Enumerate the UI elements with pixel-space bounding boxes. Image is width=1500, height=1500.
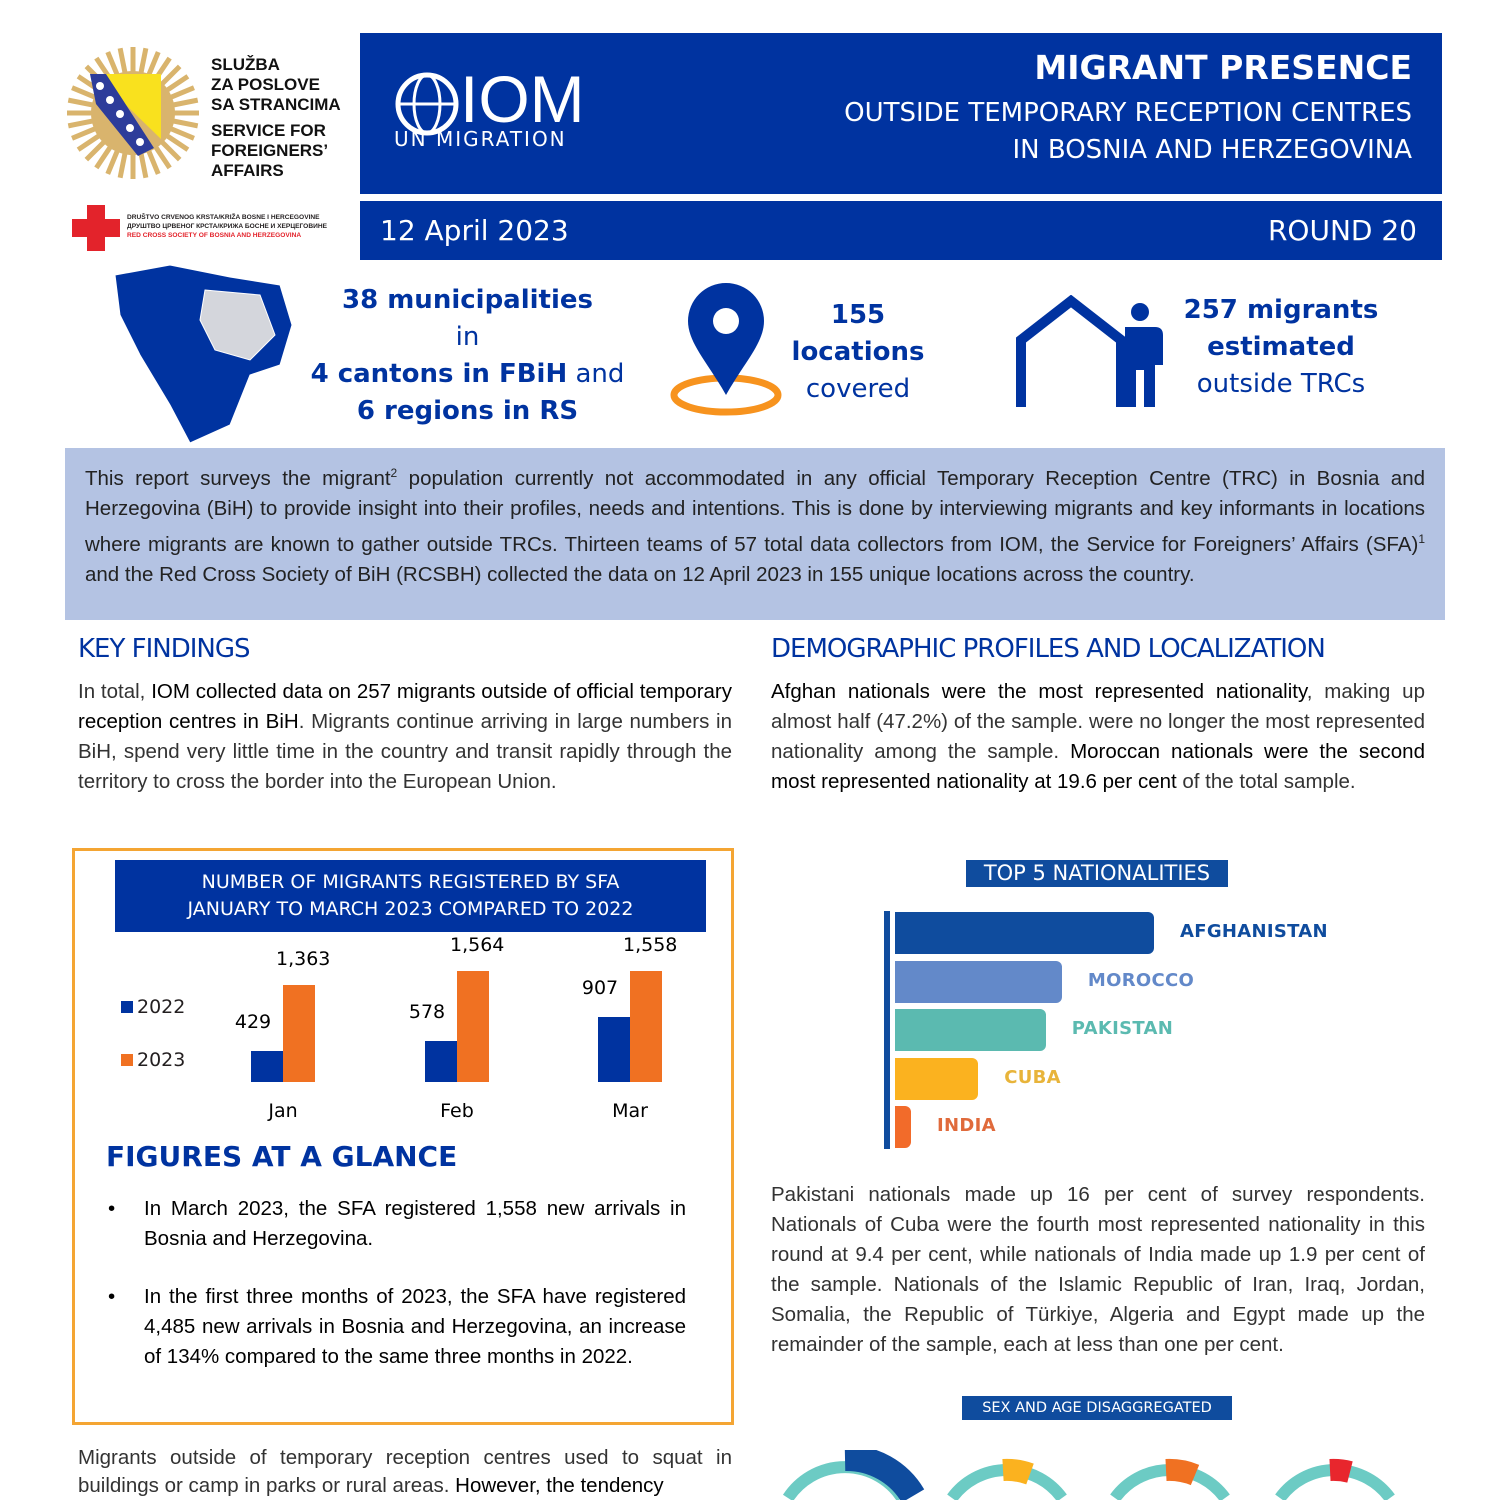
sadd-title: SEX AND AGE DISAGGREGATED DATA <box>962 1396 1232 1420</box>
chart-title: NUMBER OF MIGRANTS REGISTERED BY SFA <box>201 871 620 893</box>
legend-2022 <box>121 996 185 1018</box>
stat-value: 257 migrants <box>1183 295 1379 325</box>
sfa-emblem-icon <box>66 44 201 182</box>
nationality-bar <box>895 1009 1046 1051</box>
text-emphasis: However, the tendency <box>455 1474 664 1497</box>
bar-value-label: 578 <box>408 1000 446 1023</box>
text-part: . Migrants continue arriving in large numbers in BiH, spend very little time in the country and transit rapidly through the territory to cross the border into the European Union. <box>78 710 732 793</box>
sfa-logo <box>66 44 201 182</box>
intro-box <box>65 448 1445 620</box>
sadd-donuts <box>770 1450 1450 1500</box>
sfa-line: SLUŽBA <box>211 55 280 74</box>
bar-2022-Jan <box>251 1051 283 1082</box>
bullet-text: In the first three months of 2023, the SFA have registered 4,485 new arrivals in Bosnia and Herzegovina, an increase of 134% compared to the same three months in 2022. <box>144 1285 686 1368</box>
nationalities-title: TOP 5 NATIONALITIES <box>966 860 1228 887</box>
bar-value-label: 429 <box>234 1011 272 1034</box>
rc-line: RED CROSS SOCIETY OF BOSNIA AND HERZEGOVINA <box>127 232 302 239</box>
footnote-ref[interactable]: 1 <box>1418 531 1425 546</box>
sfa-line: AFFAIRS <box>211 161 284 180</box>
bullet-text: In March 2023, the SFA registered 1,558 new arrivals in Bosnia and Herzegovina. <box>144 1197 686 1250</box>
footnote-ref[interactable]: 2 <box>390 466 398 480</box>
text-emphasis: Afghan nationals were the most represented nationality <box>771 680 1307 703</box>
intro-part: population currently not accommodated in any official Temporary Reception Centre (TRC) in Bosnia and Herzegovina (BiH) to provide insight into their profiles, needs and intentions. This is done by interviewing migrants and key informants in locations where migrants are known to gather outside TRCs. Thirteen teams of 57 total data collectors from IOM, the Service for Foreigners’ Affairs (SFA) <box>85 466 1425 556</box>
legend-label: 2022 <box>137 996 186 1018</box>
bar-2023-Jan <box>283 985 315 1082</box>
nationality-label: PAKISTAN <box>1071 1018 1174 1039</box>
nationality-bar <box>895 961 1062 1003</box>
stat-value: estimated <box>1207 332 1355 362</box>
nationality-bar <box>895 912 1154 954</box>
nationality-label: AFGHANISTAN <box>1180 921 1328 942</box>
legend-swatch <box>121 1054 133 1066</box>
sfa-line: FOREIGNERS’ <box>211 141 329 160</box>
bar-2022-Feb <box>425 1041 457 1082</box>
sfa-logo-text <box>211 55 341 181</box>
bullet-icon: • <box>108 1197 116 1220</box>
bullet-icon: • <box>108 1285 116 1308</box>
stat-migrants <box>1170 292 1392 403</box>
red-cross-icon <box>72 205 120 251</box>
nationality-label: CUBA <box>1004 1066 1061 1088</box>
bar-value-label: 1,558 <box>623 934 678 957</box>
stat-municipalities <box>305 282 630 430</box>
text-part: Migrants outside of temporary reception centres used to squat in buildings or camp in parks or rural areas. <box>78 1446 732 1497</box>
stat-label: and <box>567 359 625 389</box>
sfa-line: SERVICE FOR <box>211 121 326 140</box>
nationality-label: MOROCCO <box>1087 969 1195 991</box>
stat-value: 4 cantons in FBiH <box>310 359 568 389</box>
nationalities-axis <box>884 911 890 1149</box>
text-part: In total, <box>78 680 152 703</box>
report-header <box>360 33 1442 194</box>
text-part: of the total sample. <box>1176 770 1356 793</box>
left-bottom-text <box>78 1444 732 1500</box>
intro-text <box>85 458 1425 590</box>
intro-part: and the Red Cross Society of BiH (RCSBH) collected the data on 12 April 2023 in 155 unique locations across the country. <box>85 562 1195 586</box>
legend-swatch <box>121 1001 133 1013</box>
report-round: ROUND 20 <box>1267 214 1417 247</box>
nationality-bar <box>895 1058 978 1100</box>
donut-chart <box>788 1458 913 1498</box>
donut-chart <box>1280 1470 1390 1498</box>
stat-label: outside TRCs <box>1196 369 1366 399</box>
bar-2023-Feb <box>457 971 489 1082</box>
text-emphasis: IOM collected data on 257 migrants outside of official temporary reception centres in BiH <box>78 680 732 733</box>
key-findings-heading: KEY FINDINGS <box>78 634 250 664</box>
donut-chart <box>1115 1470 1225 1498</box>
bar-2023-Mar <box>630 971 662 1082</box>
category-label: Feb <box>440 1100 474 1122</box>
intro-part: This report surveys the migrant <box>85 466 391 490</box>
category-label: Jan <box>268 1100 298 1122</box>
text-emphasis: Moroccan nationals were the second most represented nationality at 19.6 per cent <box>771 740 1425 793</box>
nationality-label: INDIA <box>937 1115 996 1136</box>
stat-value: 155 <box>830 300 886 330</box>
key-findings-text <box>78 677 732 797</box>
stat-value: locations <box>791 337 925 367</box>
bar-value-label: 907 <box>581 977 619 1000</box>
iom-wordmark: IOM <box>460 62 585 136</box>
stat-locations <box>778 297 938 408</box>
stat-value: 6 regions in RS <box>356 396 579 426</box>
red-cross-text <box>127 213 327 240</box>
figures-heading: FIGURES AT A GLANCE <box>106 1140 458 1173</box>
iom-tagline: UN MIGRATION <box>394 127 567 151</box>
chart-title-box <box>115 860 706 932</box>
report-title: MIGRANT PRESENCE <box>1034 48 1412 87</box>
demographics-heading: DEMOGRAPHIC PROFILES AND LOCALIZATION <box>771 634 1325 664</box>
location-pin-icon <box>668 283 784 419</box>
figure-bullet <box>108 1282 686 1372</box>
figure-bullet <box>108 1194 686 1254</box>
bar-value-label: 1,363 <box>276 948 331 970</box>
bar-value-label: 1,564 <box>450 933 505 956</box>
legend-label: 2023 <box>137 1049 186 1071</box>
sfa-line: SA STRANCIMA <box>211 95 341 114</box>
stat-label: in <box>455 322 480 352</box>
nationality-bar <box>895 1106 911 1148</box>
rc-line: ДРУШТВО ЦРВЕНОГ КРСТА/КРИЖА БОСНЕ И ХЕРЦЕГОВИНЕ <box>127 223 327 230</box>
report-date: 12 April 2023 <box>380 214 569 247</box>
bar-2022-Mar <box>598 1017 630 1082</box>
sfa-line: ZA POSLOVE <box>211 75 320 94</box>
text-part: , making up almost half (47.2%) of the sample. were no longer the most represented nationality among the sample. <box>771 680 1425 763</box>
donut-chart <box>952 1470 1062 1498</box>
category-label: Mar <box>612 1100 648 1122</box>
stat-value: 38 municipalities <box>341 285 593 315</box>
nationalities-text: Pakistani nationals made up 16 per cent of survey respondents. Nationals of Cuba were the fourth most represented nationality in this round at 9.4 per cent, while nationals of India made up 1.9 per cent of the sample. Nationals of the Islamic Republic of Iran, Iraq, Jordan, Somalia, the Republic of Türkiye, Algeria and Egypt made up the remainder of the sample, each at less than one per cent. <box>771 1183 1425 1356</box>
demographics-text <box>771 677 1425 797</box>
report-subtitle: IN BOSNIA AND HERZEGOVINA <box>1012 135 1412 165</box>
report-subtitle: OUTSIDE TEMPORARY RECEPTION CENTRES <box>844 98 1412 128</box>
stat-label: covered <box>805 374 911 404</box>
bih-map-icon <box>110 265 300 443</box>
legend-2023 <box>121 1049 185 1071</box>
rc-line: DRUŠTVO CRVENOG KRSTA/KRIŽA BOSNE I HERCEGOVINE <box>127 214 320 221</box>
chart-subtitle: JANUARY TO MARCH 2023 COMPARED TO 2022 <box>187 898 634 920</box>
shelter-person-icon <box>1015 295 1170 410</box>
date-bar <box>360 201 1442 260</box>
